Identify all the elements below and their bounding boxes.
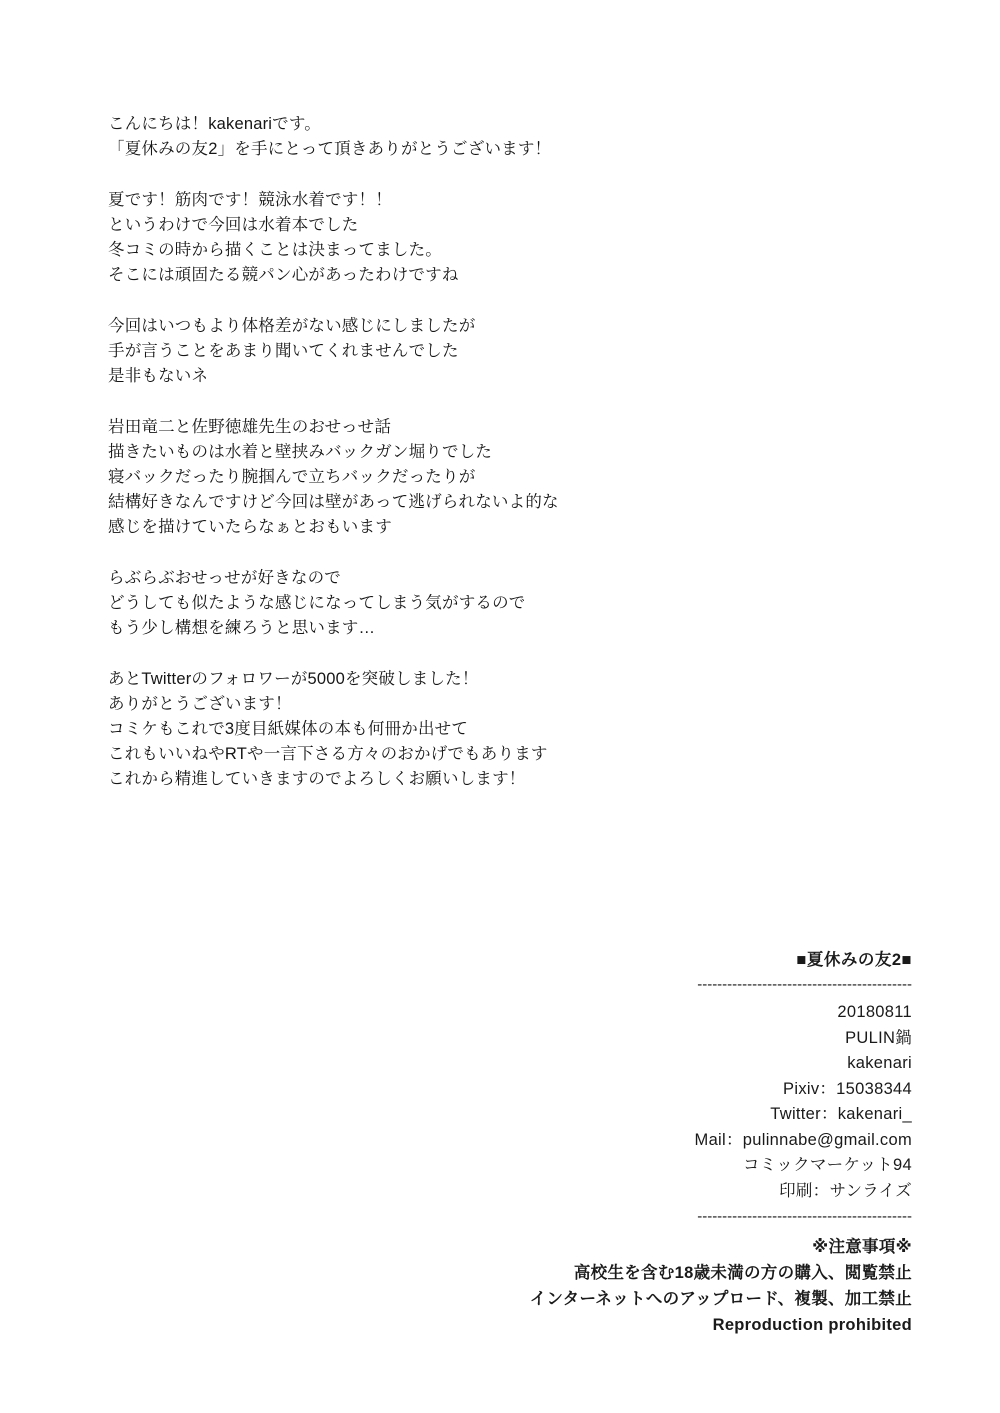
age-restriction-notice	[442, 1234, 912, 1338]
notice-line: ※注意事項※	[812, 1238, 912, 1256]
afterword-paragraph	[108, 566, 728, 641]
afterword-line: 手が言うことをあまり聞いてくれませんでした	[108, 342, 459, 360]
afterword-paragraph	[108, 667, 728, 792]
afterword-line: 是非もないネ	[108, 367, 209, 385]
afterword-line: これもいいねやRTや一言下さる方々のおかげでもあります	[108, 745, 548, 763]
afterword-line: 今回はいつもより体格差がない感じにしましたが	[108, 317, 476, 335]
afterword-line: 岩田竜二と佐野徳雄先生のおせっせ話	[108, 418, 392, 436]
afterword-line: 結構好きなんですけど今回は壁があって逃げられないよ的な	[108, 493, 559, 511]
afterword-line: 夏です！筋肉です！競泳水着です！！	[108, 191, 392, 209]
afterword-line: ありがとうございます！	[108, 695, 292, 713]
afterword-text-block	[108, 112, 728, 792]
colophon-credit-list	[442, 1000, 912, 1204]
afterword-line: そこには頑固たる競パン心があったわけですね	[108, 266, 459, 284]
notice-line: 高校生を含む18歳未満の方の購入、閲覧禁止	[573, 1264, 912, 1282]
afterword-line: あとTwitterのフォロワーが5000を突破しました！	[108, 670, 479, 688]
colophon-line: PULIN鍋	[845, 1028, 912, 1047]
afterword-line: らぶらぶおせっせが好きなので	[108, 569, 341, 587]
notice-line: Reproduction prohibited	[712, 1316, 912, 1334]
colophon-line: kakenari	[847, 1054, 912, 1072]
afterword-paragraph	[108, 415, 728, 540]
afterword-line: これから精進していきますのでよろしくお願いします！	[108, 770, 526, 788]
afterword-line: コミケもこれで3度目紙媒体の本も何冊か出せて	[108, 720, 469, 738]
colophon-line: Twitter：kakenari_	[770, 1105, 912, 1123]
afterword-line: 描きたいものは水着と壁挟みバックガン堀りでした	[108, 443, 493, 461]
afterword-line: 冬コミの時から描くことは決まってました。	[108, 241, 442, 259]
afterword-line: もう少し構想を練ろうと思います…	[108, 619, 376, 637]
afterword-paragraph	[108, 314, 728, 389]
afterword-paragraph	[108, 112, 728, 162]
colophon-divider-top: -------------------------------------------	[697, 976, 912, 993]
colophon-line: Mail：pulinnabe@gmail.com	[694, 1130, 912, 1149]
notice-line: インターネットへのアップロード、複製、加工禁止	[529, 1290, 912, 1308]
colophon-line: Pixiv：15038344	[783, 1079, 912, 1098]
colophon-block	[442, 948, 912, 1338]
colophon-line: コミックマーケット94	[743, 1156, 912, 1174]
afterword-line: どうしても似たような感じになってしまう気がするので	[108, 594, 526, 612]
afterword-line: 感じを描けていたらなぁとおもいます	[108, 518, 392, 536]
afterword-line: というわけで今回は水着本でした	[108, 216, 359, 234]
afterword-line: こんにちは！kakenariです。	[108, 115, 321, 133]
afterword-line: 寝バックだったり腕掴んで立ちバックだったりが	[108, 468, 476, 486]
colophon-divider-bottom: -------------------------------------------	[697, 1208, 912, 1225]
afterword-line: 「夏休みの友2」を手にとって頂きありがとうございます！	[108, 140, 552, 158]
afterword-paragraph	[108, 188, 728, 288]
colophon-title: ■夏休みの友2■	[796, 951, 912, 969]
colophon-line: 印刷：サンライズ	[779, 1181, 912, 1200]
colophon-line: 20180811	[837, 1003, 912, 1021]
